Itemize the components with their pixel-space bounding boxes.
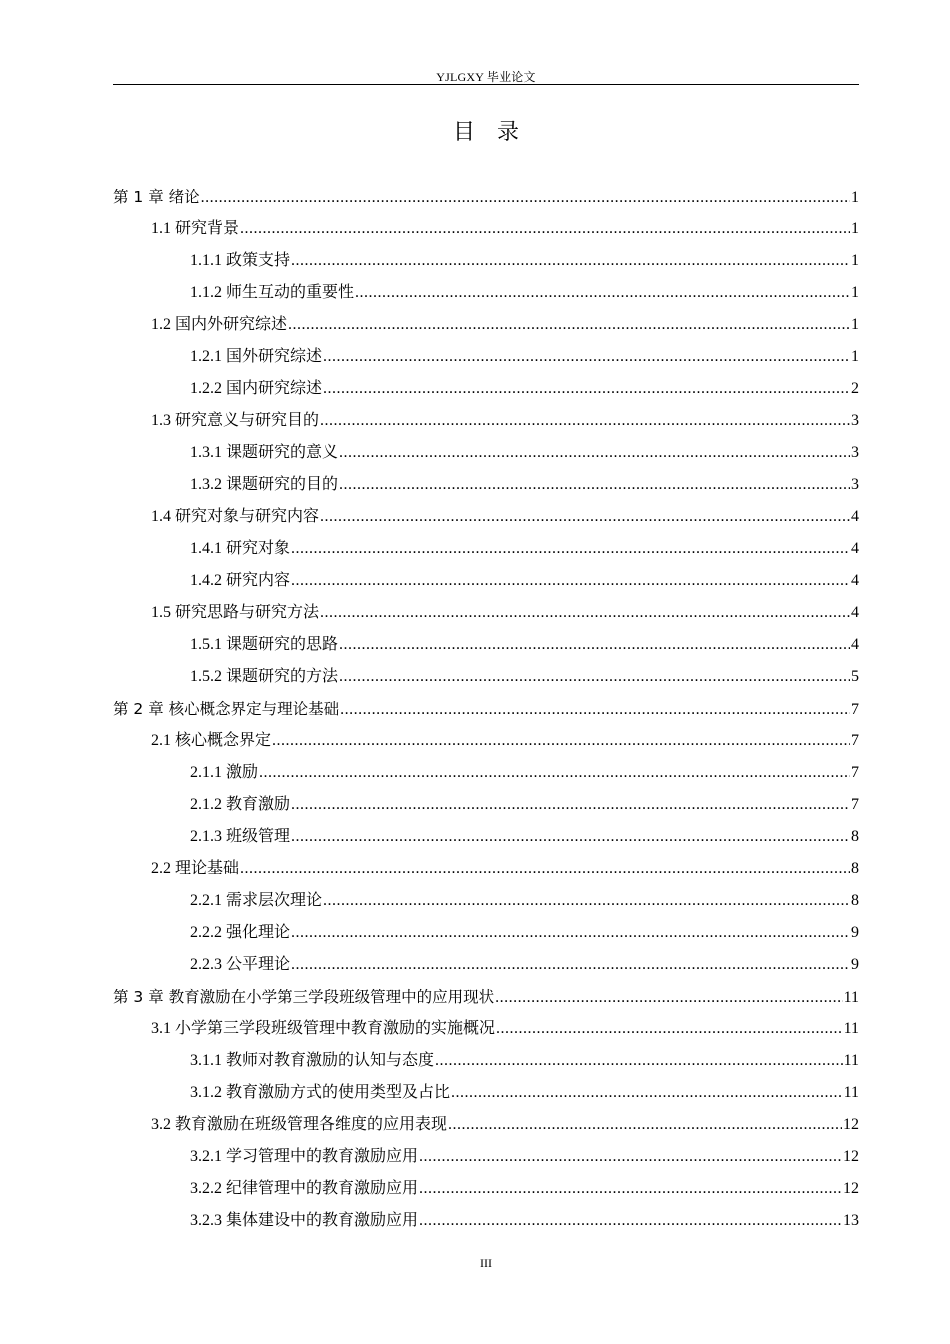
- toc-subsection-entry[interactable]: [113, 341, 859, 373]
- toc-section-entry[interactable]: [113, 853, 859, 885]
- toc-entry-label: 3.1 小学第三学段班级管理中教育激励的实施概况: [151, 1020, 496, 1037]
- toc-entry-label: 2.2.3 公平理论: [190, 956, 291, 973]
- toc-subsection-entry[interactable]: [113, 821, 859, 853]
- toc-dot-leader: [340, 694, 850, 726]
- toc-entry-label: 1.3.1 课题研究的意义: [190, 444, 339, 461]
- toc-chapter-entry[interactable]: [113, 693, 859, 725]
- toc-dot-leader: [339, 661, 850, 693]
- toc-subsection-entry[interactable]: [113, 1205, 859, 1237]
- toc-entry-label: 1.5.2 课题研究的方法: [190, 668, 339, 685]
- toc-entry-page: 12: [843, 1116, 859, 1133]
- toc-dot-leader: [339, 437, 850, 469]
- toc-entry-page: 5: [851, 668, 859, 685]
- toc-entry-page: 1: [851, 252, 859, 269]
- toc-dot-leader: [240, 213, 850, 245]
- toc-entry-label: 第 1 章 绪论: [113, 188, 200, 206]
- toc-entry-label: 1.3 研究意义与研究目的: [151, 412, 320, 429]
- toc-entry-label: 1.1 研究背景: [151, 220, 240, 237]
- toc-section-entry[interactable]: [113, 1109, 859, 1141]
- toc-entry-page: 8: [851, 892, 859, 909]
- toc-entry-page: 1: [851, 316, 859, 333]
- toc-entry-page: 12: [843, 1180, 859, 1197]
- toc-entry-page: 7: [851, 732, 859, 749]
- toc-entry-page: 4: [851, 604, 859, 621]
- toc-subsection-entry[interactable]: [113, 565, 859, 597]
- toc-section-entry[interactable]: [113, 1013, 859, 1045]
- toc-section-entry[interactable]: [113, 213, 859, 245]
- toc-entry-label: 2.1.1 激励: [190, 764, 259, 781]
- toc-entry-page: 3: [851, 412, 859, 429]
- toc-subsection-entry[interactable]: [113, 1173, 859, 1205]
- toc-dot-leader: [451, 1077, 843, 1109]
- toc-entry-label: 2.1 核心概念界定: [151, 732, 272, 749]
- toc-subsection-entry[interactable]: [113, 373, 859, 405]
- toc-entry-label: 1.1.2 师生互动的重要性: [190, 284, 355, 301]
- toc-entry-page: 1: [851, 284, 859, 301]
- toc-dot-leader: [419, 1173, 842, 1205]
- running-header: YJLGXY 毕业论文: [436, 70, 536, 84]
- toc-subsection-entry[interactable]: [113, 1045, 859, 1077]
- toc-dot-leader: [291, 821, 850, 853]
- toc-entry-label: 3.2.2 纪律管理中的教育激励应用: [190, 1180, 419, 1197]
- toc-entry-page: 11: [843, 989, 859, 1006]
- table-of-contents: [113, 181, 859, 1237]
- toc-entry-label: 1.2.2 国内研究综述: [190, 380, 323, 397]
- toc-dot-leader: [496, 1013, 843, 1045]
- toc-subsection-entry[interactable]: [113, 629, 859, 661]
- toc-subsection-entry[interactable]: [113, 789, 859, 821]
- toc-entry-label: 2.1.3 班级管理: [190, 828, 291, 845]
- toc-entry-page: 11: [843, 1084, 859, 1101]
- toc-dot-leader: [259, 757, 850, 789]
- toc-entry-label: 2.1.2 教育激励: [190, 796, 291, 813]
- toc-section-entry[interactable]: [113, 405, 859, 437]
- toc-dot-leader: [291, 565, 850, 597]
- toc-entry-page: 8: [851, 828, 859, 845]
- toc-dot-leader: [448, 1109, 842, 1141]
- toc-subsection-entry[interactable]: [113, 1141, 859, 1173]
- toc-entry-label: 3.2.3 集体建设中的教育激励应用: [190, 1212, 419, 1229]
- toc-entry-page: 3: [851, 444, 859, 461]
- toc-dot-leader: [201, 182, 850, 214]
- toc-subsection-entry[interactable]: [113, 757, 859, 789]
- toc-entry-label: 1.3.2 课题研究的目的: [190, 476, 339, 493]
- toc-entry-page: 11: [843, 1052, 859, 1069]
- toc-dot-leader: [435, 1045, 843, 1077]
- toc-dot-leader: [291, 245, 850, 277]
- toc-dot-leader: [323, 341, 850, 373]
- toc-chapter-entry[interactable]: [113, 181, 859, 213]
- toc-entry-page: 4: [851, 636, 859, 653]
- toc-subsection-entry[interactable]: [113, 533, 859, 565]
- toc-entry-page: 11: [843, 1020, 859, 1037]
- toc-entry-page: 4: [851, 508, 859, 525]
- toc-entry-label: 2.2.2 强化理论: [190, 924, 291, 941]
- toc-entry-label: 第 3 章 教育激励在小学第三学段班级管理中的应用现状: [113, 988, 495, 1006]
- toc-entry-label: 1.1.1 政策支持: [190, 252, 291, 269]
- toc-dot-leader: [339, 629, 850, 661]
- toc-entry-page: 9: [851, 924, 859, 941]
- toc-entry-page: 9: [851, 956, 859, 973]
- toc-chapter-entry[interactable]: [113, 981, 859, 1013]
- toc-dot-leader: [419, 1205, 842, 1237]
- toc-subsection-entry[interactable]: [113, 245, 859, 277]
- toc-entry-page: 8: [851, 860, 859, 877]
- toc-entry-label: 3.2 教育激励在班级管理各维度的应用表现: [151, 1116, 448, 1133]
- toc-entry-label: 3.1.2 教育激励方式的使用类型及占比: [190, 1084, 451, 1101]
- toc-dot-leader: [291, 533, 850, 565]
- toc-entry-page: 4: [851, 540, 859, 557]
- toc-subsection-entry[interactable]: [113, 917, 859, 949]
- toc-dot-leader: [323, 885, 850, 917]
- toc-subsection-entry[interactable]: [113, 437, 859, 469]
- toc-dot-leader: [291, 789, 850, 821]
- toc-dot-leader: [495, 982, 842, 1014]
- toc-entry-label: 3.1.1 教师对教育激励的认知与态度: [190, 1052, 435, 1069]
- toc-entry-page: 7: [851, 796, 859, 813]
- toc-section-entry[interactable]: [113, 597, 859, 629]
- toc-dot-leader: [320, 597, 850, 629]
- toc-entry-page: 13: [843, 1212, 859, 1229]
- toc-title: 目录: [452, 120, 541, 145]
- toc-entry-page: 12: [843, 1148, 859, 1165]
- toc-entry-label: 2.2.1 需求层次理论: [190, 892, 323, 909]
- toc-dot-leader: [288, 309, 850, 341]
- toc-entry-page: 2: [851, 380, 859, 397]
- toc-entry-label: 1.2.1 国外研究综述: [190, 348, 323, 365]
- toc-entry-label: 1.4.2 研究内容: [190, 572, 291, 589]
- toc-entry-label: 1.4.1 研究对象: [190, 540, 291, 557]
- toc-dot-leader: [240, 853, 850, 885]
- toc-dot-leader: [291, 917, 850, 949]
- toc-entry-label: 2.2 理论基础: [151, 860, 240, 877]
- toc-dot-leader: [320, 501, 850, 533]
- toc-entry-label: 1.5 研究思路与研究方法: [151, 604, 320, 621]
- toc-entry-label: 第 2 章 核心概念界定与理论基础: [113, 700, 340, 718]
- toc-dot-leader: [355, 277, 850, 309]
- toc-subsection-entry[interactable]: [113, 885, 859, 917]
- toc-dot-leader: [323, 373, 850, 405]
- toc-entry-page: 7: [851, 764, 859, 781]
- toc-entry-page: 7: [851, 701, 859, 718]
- page-number: III: [480, 1256, 492, 1270]
- toc-entry-page: 3: [851, 476, 859, 493]
- toc-dot-leader: [320, 405, 850, 437]
- toc-entry-label: 1.2 国内外研究综述: [151, 316, 288, 333]
- toc-section-entry[interactable]: [113, 501, 859, 533]
- toc-subsection-entry[interactable]: [113, 1077, 859, 1109]
- toc-subsection-entry[interactable]: [113, 661, 859, 693]
- toc-subsection-entry[interactable]: [113, 949, 859, 981]
- toc-entry-label: 1.5.1 课题研究的思路: [190, 636, 339, 653]
- toc-dot-leader: [291, 949, 850, 981]
- toc-entry-label: 1.4 研究对象与研究内容: [151, 508, 320, 525]
- header-rule: [113, 84, 859, 85]
- toc-entry-page: 1: [851, 189, 859, 206]
- toc-dot-leader: [272, 725, 850, 757]
- toc-subsection-entry[interactable]: [113, 277, 859, 309]
- toc-entry-label: 3.2.1 学习管理中的教育激励应用: [190, 1148, 419, 1165]
- toc-entry-page: 1: [851, 220, 859, 237]
- toc-entry-page: 4: [851, 572, 859, 589]
- toc-section-entry[interactable]: [113, 309, 859, 341]
- toc-entry-page: 1: [851, 348, 859, 365]
- toc-subsection-entry[interactable]: [113, 469, 859, 501]
- toc-dot-leader: [339, 469, 850, 501]
- toc-section-entry[interactable]: [113, 725, 859, 757]
- toc-dot-leader: [419, 1141, 842, 1173]
